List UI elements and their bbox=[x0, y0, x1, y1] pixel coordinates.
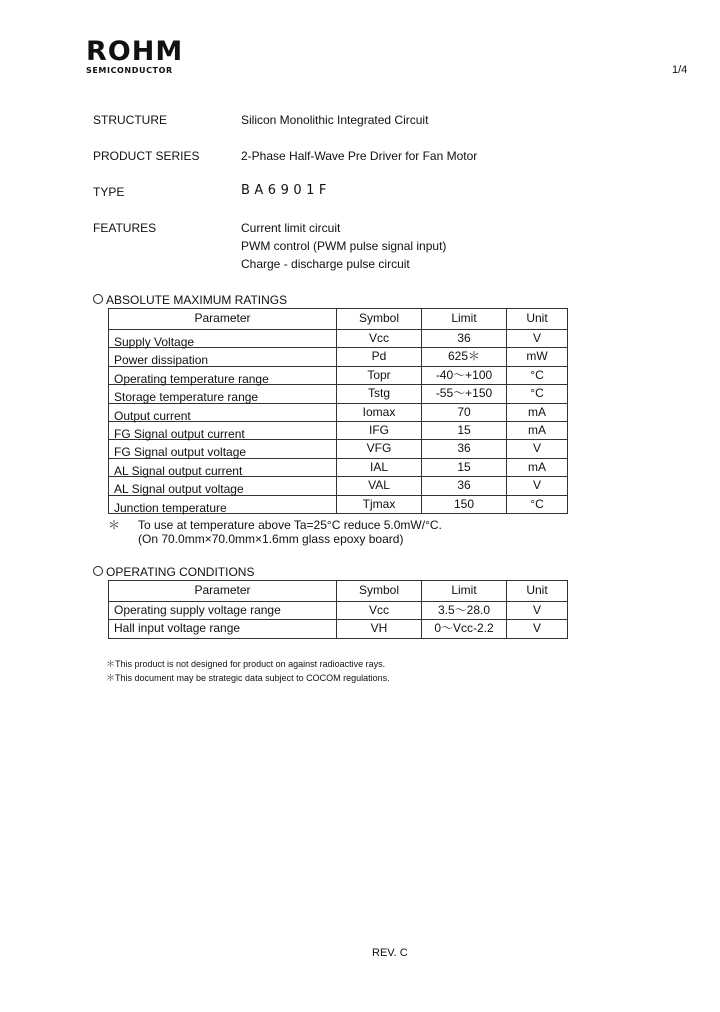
row-limit: 70 bbox=[422, 403, 507, 421]
row-parameter: Operating supply voltage range bbox=[114, 603, 281, 617]
table-row bbox=[109, 348, 568, 366]
row-symbol: IFG bbox=[337, 421, 422, 439]
header-parameter: Parameter bbox=[109, 309, 337, 330]
footnote: ＊This product is not designed for product on against radioactive rays. bbox=[106, 659, 386, 669]
table-row bbox=[109, 620, 568, 638]
row-unit: V bbox=[507, 440, 568, 458]
note-line-1: To use at temperature above Ta=25°C reduce 5.0mW/°C. bbox=[138, 518, 442, 532]
row-limit: 36 bbox=[422, 440, 507, 458]
row-symbol: Pd bbox=[337, 348, 422, 366]
table-row bbox=[109, 366, 568, 384]
row-parameter: AL Signal output voltage bbox=[114, 482, 244, 497]
table-row bbox=[109, 477, 568, 495]
row-unit: mW bbox=[507, 348, 568, 366]
type-label: TYPE bbox=[93, 185, 125, 199]
header-symbol: Symbol bbox=[337, 581, 422, 602]
row-parameter: Storage temperature range bbox=[114, 390, 259, 405]
row-limit: 625＊ bbox=[422, 348, 507, 366]
row-unit: mA bbox=[507, 458, 568, 476]
structure-value: Silicon Monolithic Integrated Circuit bbox=[241, 113, 429, 127]
row-limit: 0～Vcc-2.2 bbox=[422, 620, 507, 638]
circle-bullet-icon bbox=[93, 294, 103, 304]
row-limit: 36 bbox=[422, 477, 507, 495]
logo-subtitle: SEMICONDUCTOR bbox=[86, 66, 173, 75]
row-unit: mA bbox=[507, 403, 568, 421]
header-unit: Unit bbox=[507, 309, 568, 330]
row-limit: 15 bbox=[422, 458, 507, 476]
row-symbol: VH bbox=[337, 620, 422, 638]
row-parameter: Hall input voltage range bbox=[114, 621, 241, 636]
abs-max-title-text: ABSOLUTE MAXIMUM RATINGS bbox=[106, 293, 288, 307]
abs-max-note bbox=[108, 516, 442, 533]
row-limit: 36 bbox=[422, 330, 507, 348]
row-limit: 150 bbox=[422, 495, 507, 513]
row-unit: mA bbox=[507, 421, 568, 439]
circle-bullet-icon bbox=[93, 566, 103, 576]
row-symbol: Tstg bbox=[337, 385, 422, 403]
type-value: BA6901F bbox=[241, 183, 331, 198]
row-parameter: Output current bbox=[114, 408, 191, 423]
abs-max-table bbox=[108, 308, 568, 514]
table-row bbox=[109, 495, 568, 513]
row-unit: V bbox=[507, 330, 568, 348]
table-header-row bbox=[109, 309, 568, 330]
op-cond-title bbox=[93, 565, 254, 579]
header-symbol: Symbol bbox=[337, 309, 422, 330]
row-parameter: Supply Voltage bbox=[114, 335, 195, 349]
revision-label: REV. C bbox=[372, 947, 408, 959]
row-unit: °C bbox=[507, 495, 568, 513]
row-symbol: VFG bbox=[337, 440, 422, 458]
feature-item: Current limit circuit bbox=[241, 221, 341, 235]
feature-item: PWM control (PWM pulse signal input) bbox=[241, 239, 447, 253]
footnote: ＊This document may be strategic data subject to COCOM regulations. bbox=[106, 673, 390, 683]
abs-max-title bbox=[93, 293, 287, 307]
row-symbol: IAL bbox=[337, 458, 422, 476]
row-limit: 15 bbox=[422, 421, 507, 439]
features-label: FEATURES bbox=[93, 221, 157, 235]
row-parameter: FG Signal output voltage bbox=[114, 445, 247, 460]
row-unit: °C bbox=[507, 385, 568, 403]
header-limit: Limit bbox=[422, 581, 507, 602]
row-symbol: Vcc bbox=[337, 602, 422, 620]
table-row bbox=[109, 385, 568, 403]
feature-item: Charge - discharge pulse circuit bbox=[241, 257, 410, 271]
row-parameter: Operating temperature range bbox=[114, 371, 269, 386]
table-row bbox=[109, 458, 568, 476]
op-cond-title-text: OPERATING CONDITIONS bbox=[106, 565, 255, 579]
header-unit: Unit bbox=[507, 581, 568, 602]
note-star: ＊ bbox=[108, 518, 121, 532]
row-limit: -40～+100 bbox=[422, 366, 507, 384]
table-header-row bbox=[109, 581, 568, 602]
row-unit: V bbox=[507, 602, 568, 620]
row-unit: V bbox=[507, 477, 568, 495]
row-parameter: Junction temperature bbox=[114, 500, 227, 515]
table-row bbox=[109, 330, 568, 348]
product-series-value: 2-Phase Half-Wave Pre Driver for Fan Motor bbox=[241, 149, 478, 163]
row-symbol: Topr bbox=[337, 366, 422, 384]
structure-label: STRUCTURE bbox=[93, 113, 167, 127]
row-symbol: Iomax bbox=[337, 403, 422, 421]
logo-wordmark: ROHM bbox=[86, 36, 184, 67]
row-parameter: AL Signal output current bbox=[114, 463, 243, 478]
row-symbol: Tjmax bbox=[337, 495, 422, 513]
table-row bbox=[109, 421, 568, 439]
table-row bbox=[109, 440, 568, 458]
row-parameter: Power dissipation bbox=[114, 353, 209, 368]
row-unit: V bbox=[507, 620, 568, 638]
product-series-label: PRODUCT SERIES bbox=[93, 149, 200, 163]
note-line-2: (On 70.0mm×70.0mm×1.6mm glass epoxy board) bbox=[138, 532, 404, 546]
header-parameter: Parameter bbox=[109, 581, 337, 602]
table-row bbox=[109, 602, 568, 620]
row-unit: °C bbox=[507, 366, 568, 384]
header-limit: Limit bbox=[422, 309, 507, 330]
op-cond-table bbox=[108, 580, 568, 639]
row-limit: 3.5～28.0 bbox=[422, 602, 507, 620]
row-symbol: VAL bbox=[337, 477, 422, 495]
page-number: 1/4 bbox=[672, 64, 688, 76]
row-limit: -55～+150 bbox=[422, 385, 507, 403]
row-parameter: FG Signal output current bbox=[114, 426, 245, 441]
table-row bbox=[109, 403, 568, 421]
row-symbol: Vcc bbox=[337, 330, 422, 348]
rohm-logo bbox=[86, 38, 183, 75]
